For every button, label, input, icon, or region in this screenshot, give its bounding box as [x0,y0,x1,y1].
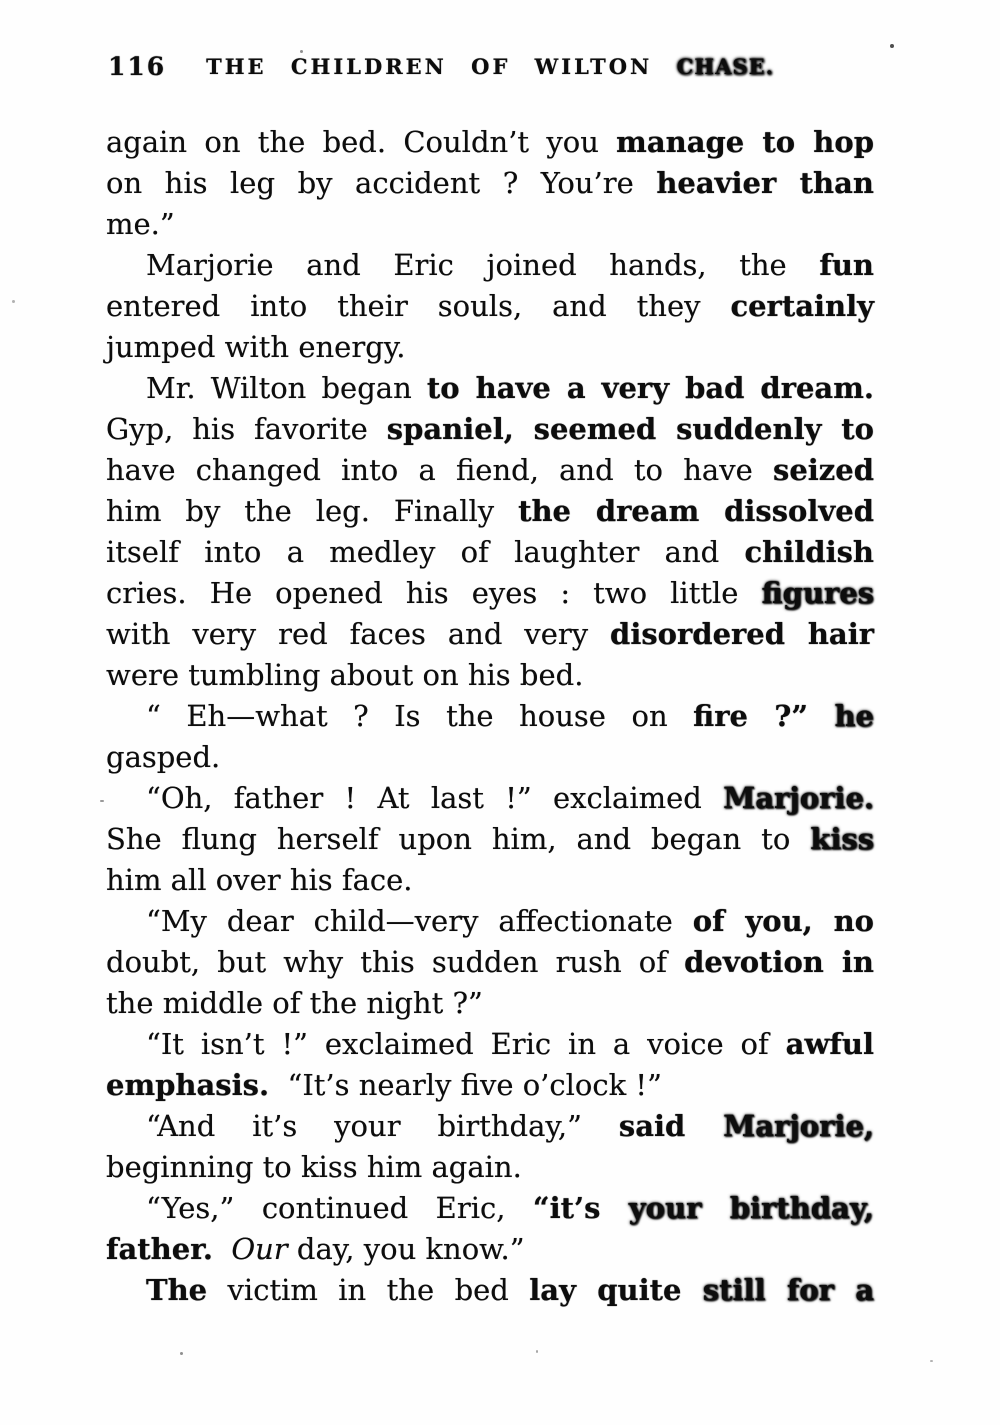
text-line [106,409,874,450]
page-number: 116 [108,52,167,81]
text-line [106,163,874,204]
text-run: “Oh, father ! At last !” exclaimed [146,781,724,815]
running-title-main: THE CHILDREN OF WILTON [206,54,653,79]
text-run: on his leg by accident ? You’re [106,166,657,200]
text-run: certainly [730,289,874,323]
text-run: fun [819,248,874,282]
text-run: Marjorie and Eric joined hands, the [146,248,820,282]
running-title [106,54,874,79]
scan-speck [100,800,104,802]
text-run: jumped with energy. [106,330,406,364]
text-line [106,1188,874,1229]
text-line [106,573,874,614]
text-run: “it’s [532,1191,629,1225]
text-line [106,1106,874,1147]
text-run: emphasis. [106,1068,270,1102]
text-line [106,614,874,655]
text-run: disordered hair [610,617,875,651]
text-line [106,122,874,163]
text-run [213,1232,231,1266]
scan-speck [890,44,894,48]
text-run: of you, no [692,904,875,938]
text-run: said [618,1109,724,1143]
text-run: itself into a medley of laughter and [106,535,745,569]
text-line [106,327,874,368]
text-run: “It isn’t !” exclaimed Eric in a voice of [146,1027,786,1061]
text-run: seized [773,453,874,487]
text-run: again on the bed. Couldn’t you [106,125,617,159]
text-run: victim in the bed [207,1273,530,1307]
scan-speck [12,300,15,303]
paragraph [106,1024,874,1106]
text-run: Mr. Wilton began [146,371,427,405]
text-run: day, you know.” [287,1232,525,1266]
text-run: cries. He opened his eyes : two little [106,576,762,610]
text-line [106,1270,874,1311]
text-line [106,983,874,1024]
text-run: were tumbling about on his bed. [106,658,584,692]
text-run: heavier than [656,166,875,200]
text-run: Marjorie, [723,1109,874,1143]
text-line [106,1147,874,1188]
text-line [106,860,874,901]
text-run: me.” [106,207,175,241]
text-run: awful [785,1027,874,1061]
text-run: fire ?” [693,699,835,733]
text-run: Gyp, his favorite [106,412,387,446]
text-line [106,368,874,409]
text-run: The [146,1273,208,1307]
text-line [106,286,874,327]
text-run: “My dear child—very affectionate [146,904,693,938]
text-line [106,942,874,983]
text-line [106,450,874,491]
text-run: “It’s nearly five o’clock !” [269,1068,662,1102]
text-run: “ Eh—what ? Is the house on [146,699,694,733]
text-run: to have a very bad dream. [426,371,875,405]
running-title-last-word: CHASE. [676,54,774,79]
page-text [106,122,874,1311]
text-run: kiss [810,822,874,856]
paragraph [106,245,874,368]
text-line [106,696,874,737]
scan-speck [180,1352,183,1355]
text-run: lay quite [529,1273,703,1307]
text-run: entered into their souls, and they [106,289,731,323]
text-run: him all over his face. [106,863,413,897]
text-run: She flung herself upon him, and began to [106,822,811,856]
text-run: gasped. [106,740,221,774]
paragraph [106,901,874,1024]
text-run: Our [231,1232,288,1266]
text-line [106,778,874,819]
text-run: the middle of the night ?” [106,986,483,1020]
paragraph [106,1270,874,1311]
text-run: childish [744,535,874,569]
scan-speck [930,1360,933,1362]
text-run: father. [106,1232,213,1266]
text-run: Marjorie. [723,781,874,815]
text-run: devotion in [684,945,874,979]
paragraph [106,1188,874,1270]
text-line [106,532,874,573]
text-run: him by the leg. Finally [106,494,519,528]
text-line [106,1024,874,1065]
scan-speck [536,1350,538,1353]
text-line [106,901,874,942]
text-run: still for a [702,1273,875,1307]
text-line [106,1065,874,1106]
text-line [106,819,874,860]
text-run: beginning to kiss him again. [106,1150,522,1184]
text-run: he [834,699,874,733]
text-line [106,1229,874,1270]
text-run: with very red faces and very [106,617,611,651]
text-run: spaniel, seemed suddenly to [386,412,874,446]
text-run: manage to hop [616,125,874,159]
text-run: your birthday, [628,1191,874,1225]
paragraph [106,368,874,696]
page-header [106,50,874,84]
text-line [106,491,874,532]
text-run: “And it’s your birthday,” [146,1109,619,1143]
text-run: the dream dissolved [518,494,874,528]
text-run: doubt, but why this sudden rush of [106,945,685,979]
paragraph [106,122,874,245]
text-run: have changed into a fiend, and to have [106,453,773,487]
scan-speck [300,50,303,53]
text-run: figures [761,576,874,610]
text-line [106,655,874,696]
text-run: “Yes,” continued Eric, [146,1191,533,1225]
paragraph [106,696,874,778]
text-line [106,245,874,286]
text-line [106,737,874,778]
paragraph [106,778,874,901]
text-line [106,204,874,245]
paragraph [106,1106,874,1188]
